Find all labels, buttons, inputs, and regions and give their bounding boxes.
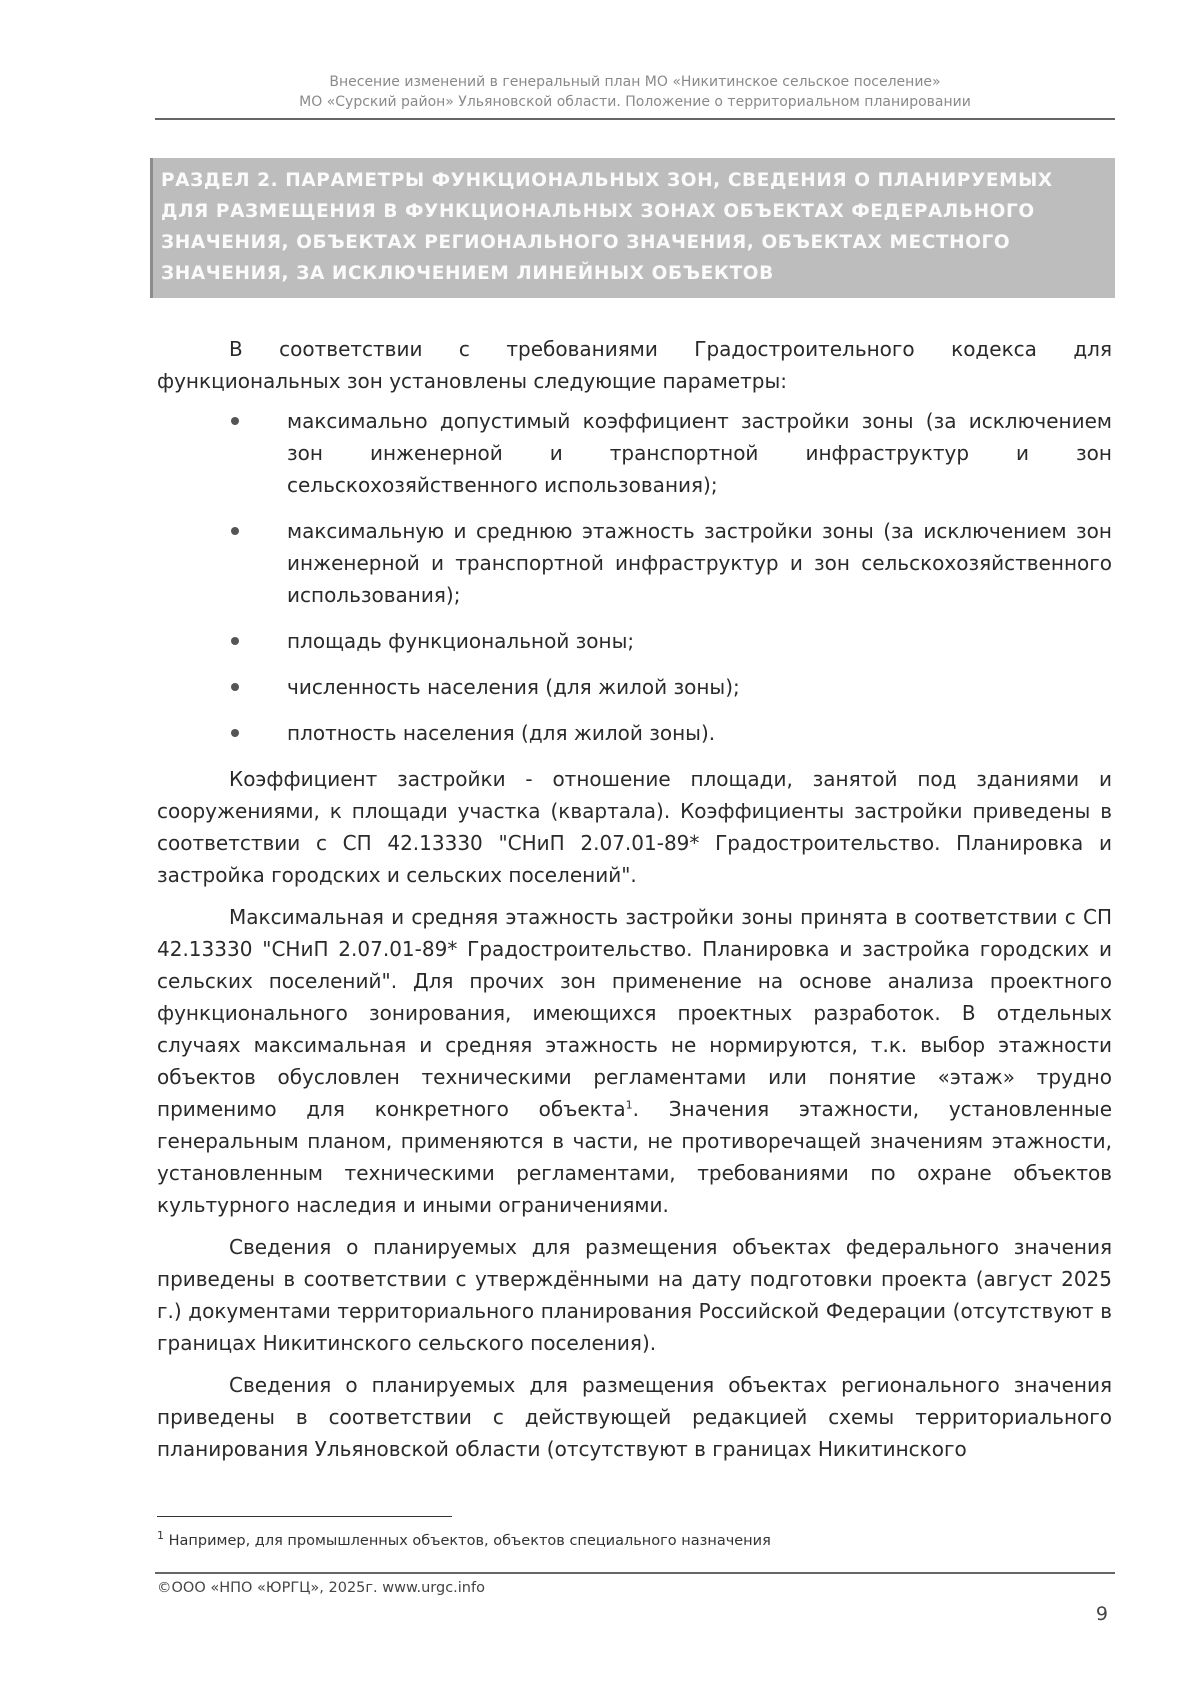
section-title: РАЗДЕЛ 2. ПАРАМЕТРЫ ФУНКЦИОНАЛЬНЫХ ЗОН, СВЕДЕНИЯ О ПЛАНИРУЕМЫХ ДЛЯ РАЗМЕЩЕНИЯ В ФУНКЦИОНАЛЬНЫХ ЗОНАХ ОБЪЕКТАХ ФЕДЕРАЛЬНОГО ЗНАЧЕНИЯ, ОБЪЕКТАХ РЕГИОНАЛЬНОГО ЗНАЧЕНИЯ, ОБЪЕКТАХ МЕСТНОГО ЗНАЧЕНИЯ, ЗА ИСКЛЮЧЕНИЕМ ЛИНЕЙНЫХ ОБЪЕКТОВ bbox=[150, 158, 1115, 298]
header-divider bbox=[155, 118, 1115, 120]
header-line-1: Внесение изменений в генеральный план МО «Никитинское сельское поселение» bbox=[329, 74, 941, 90]
footnote-text: Например, для промышленных объектов, объектов специального назначения bbox=[164, 1533, 771, 1549]
bullet-icon bbox=[231, 729, 239, 737]
intro-paragraph: В соответствии с требованиями Градостроительного кодекса для функциональных зон установлены следующие параметры: bbox=[157, 337, 1112, 393]
header-line-2: МО «Сурский район» Ульяновской области. Положение о территориальном планировании bbox=[299, 94, 971, 110]
footer-copyright: ©ООО «НПО «ЮРГЦ», 2025г. www.urgc.info bbox=[157, 1580, 485, 1596]
running-header bbox=[155, 72, 1115, 112]
paragraph-storeys: Максимальная и средняя этажность застройки зоны принята в соответствии с СП 42.13330 "СНиП 2.07.01-89* Градостроительство. Планировка и застройка городских и сельских поселений". Для прочих зон применение на основе анализа проектного функционального зонирования, имеющихся проектных разработок. В отдельных случаях максимальная и средняя этажность не нормируются, т.к. выбор этажности объектов обусловлен техническими регламентами или понятие «этаж» трудно применимо для конкретного объекта$^1$. Значения этажности, установленные генеральным планом, применяются в части, не противоречащей значениям этажности, установленным техническими регламентами, требованиями по охране объектов культурного наследия и иными ограничениями. bbox=[157, 905, 1112, 1217]
list-item: численность населения (для жилой зоны); bbox=[157, 671, 1112, 703]
list-item: площадь функциональной зоны; bbox=[157, 625, 1112, 657]
paragraph-regional-objects: Сведения о планируемых для размещения объектах регионального значения приведены в соответствии с действующей редакцией схемы территориального планирования Ульяновской области (отсутствуют в границах Никитинского bbox=[157, 1373, 1112, 1461]
parameter-list bbox=[157, 405, 1112, 749]
paragraph-building-coefficient: Коэффициент застройки - отношение площади, занятой под зданиями и сооружениями, к площади участка (квартала). Коэффициенты застройки приведены в соответствии с СП 42.13330 "СНиП 2.07.01-89* Градостроительство. Планировка и застройка городских и сельских поселений". bbox=[157, 767, 1112, 887]
bullet-icon bbox=[231, 683, 239, 691]
paragraph-federal-objects: Сведения о планируемых для размещения объектах федерального значения приведены в соответствии с утверждёнными на дату подготовки проекта (август 2025 г.) документами территориального планирования Российской Федерации (отсутствуют в границах Никитинского сельского поселения). bbox=[157, 1235, 1112, 1355]
list-item: максимальную и среднюю этажность застройки зоны (за исключением зон инженерной и транспортной инфраструктур и зон сельскохозяйственного использования); bbox=[157, 515, 1112, 611]
list-item: плотность населения (для жилой зоны). bbox=[157, 717, 1112, 749]
footer-divider bbox=[155, 1572, 1115, 1574]
bullet-icon bbox=[231, 417, 239, 425]
body-text bbox=[157, 333, 1112, 1465]
bullet-icon bbox=[231, 637, 239, 645]
list-item: максимально допустимый коэффициент застройки зоны (за исключением зон инженерной и транспортной инфраструктур и зон сельскохозяйственного использования); bbox=[157, 405, 1112, 501]
footnote-divider bbox=[157, 1516, 452, 1517]
bullet-icon bbox=[231, 527, 239, 535]
footnote-number: 1 bbox=[157, 1529, 164, 1543]
footnote bbox=[157, 1529, 1107, 1550]
footnote-ref: 1 bbox=[625, 1098, 633, 1112]
page-number: 9 bbox=[1095, 1603, 1108, 1625]
